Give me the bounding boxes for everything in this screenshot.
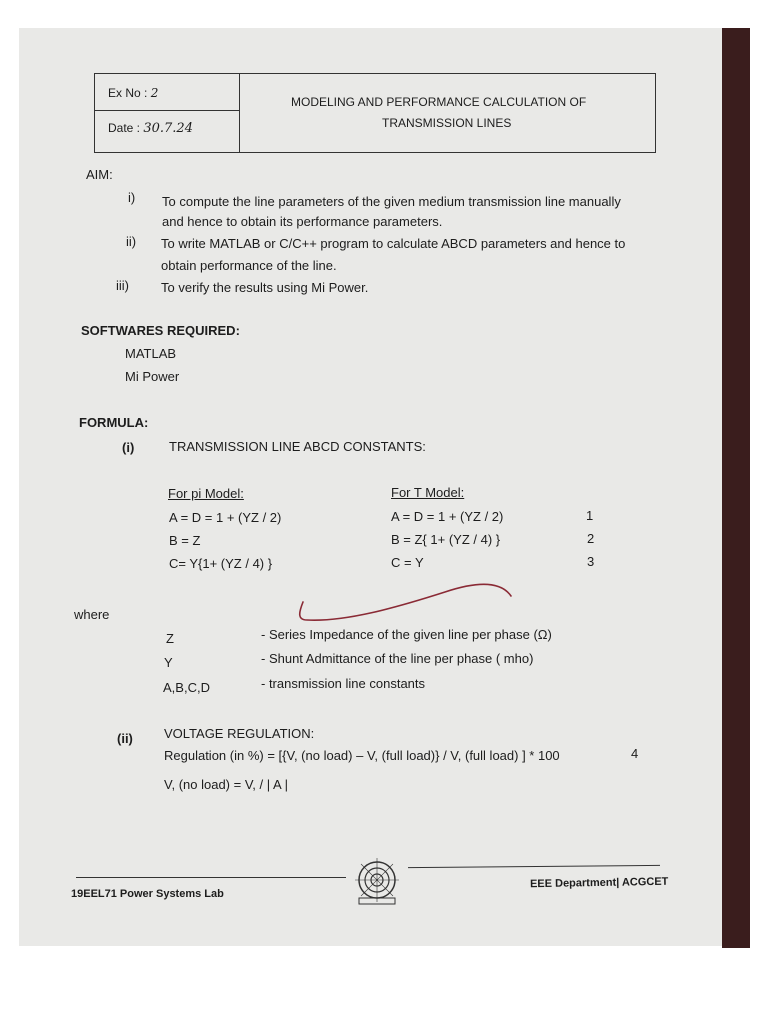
aim-item-3-line-1: To verify the results using Mi Power.	[161, 280, 369, 295]
date-field	[108, 121, 193, 136]
aim-item-2-line-2: obtain performance of the line.	[161, 258, 337, 273]
footer-department-label: EEE Department| ACGCET	[529, 875, 669, 891]
college-emblem-icon	[348, 852, 406, 910]
where-label: where	[74, 607, 110, 622]
pi-eq-2: B = Z	[169, 533, 201, 548]
pi-eq-1: A = D = 1 + (YZ / 2)	[169, 510, 282, 525]
software-item-matlab: MATLAB	[125, 346, 177, 361]
footer-course-label: 19EEL71 Power Systems Lab	[71, 888, 224, 900]
regulation-equation: Regulation (in %) = [{V, (no load) – V, (full load)} / V, (full load) ] * 100	[164, 748, 560, 763]
formula-part-2-num: (ii)	[117, 731, 133, 746]
header-divider-vertical	[239, 74, 240, 152]
formula-heading: FORMULA:	[79, 415, 149, 430]
date-value: 30.7.24	[143, 121, 193, 136]
t-eq-3: C = Y	[391, 555, 424, 570]
t-model-heading: For T Model:	[391, 485, 465, 500]
aim-item-1-line-2: and hence to obtain its performance parameters.	[162, 214, 443, 229]
receiving-voltage-equation: V, (no load) = V, / | A |	[164, 777, 288, 792]
eq-num-3: 3	[587, 554, 595, 569]
t-eq-2: B = Z{ 1+ (YZ / 4) }	[391, 532, 501, 547]
t-eq-1: A = D = 1 + (YZ / 2)	[391, 509, 504, 524]
aim-item-3-num: iii)	[116, 278, 129, 293]
eq-num-2: 2	[587, 531, 595, 546]
title-line-1: MODELING AND PERFORMANCE CALCULATION OF	[291, 95, 587, 109]
pi-eq-3: C= Y{1+ (YZ / 4) }	[169, 556, 273, 571]
software-item-mipower: Mi Power	[125, 369, 180, 384]
def-symbol-y: Y	[164, 655, 173, 670]
pi-model-heading: For pi Model:	[168, 486, 244, 501]
header-table	[94, 73, 656, 153]
def-desc-abcd: - transmission line constants	[261, 676, 426, 691]
def-symbol-abcd: A,B,C,D	[163, 680, 210, 695]
document-page	[19, 28, 722, 946]
formula-part-2-title: VOLTAGE REGULATION:	[164, 726, 315, 741]
aim-item-2-num: ii)	[126, 234, 137, 249]
binder-edge	[722, 28, 750, 948]
aim-heading: AIM:	[86, 167, 113, 182]
formula-part-1-num: (i)	[122, 440, 135, 455]
aim-item-1-line-1: To compute the line parameters of the given medium transmission line manually	[162, 194, 621, 209]
handwritten-tick-mark	[295, 570, 520, 630]
header-divider-horizontal	[95, 110, 239, 111]
def-desc-y: - Shunt Admittance of the line per phase ( mho)	[261, 651, 534, 666]
aim-item-1-num: i)	[128, 190, 136, 205]
def-symbol-z: Z	[166, 631, 174, 646]
date-label: Date :	[108, 121, 141, 135]
footer-rule-left	[76, 877, 346, 878]
formula-part-1-title: TRANSMISSION LINE ABCD CONSTANTS:	[169, 439, 426, 454]
software-heading: SOFTWARES REQUIRED:	[81, 323, 240, 338]
def-desc-z: - Series Impedance of the given line per phase (Ω)	[261, 627, 552, 642]
eq-num-4: 4	[631, 746, 639, 761]
eq-num-1: 1	[586, 508, 594, 523]
ex-no-label: Ex No :	[108, 86, 148, 100]
title-line-2: TRANSMISSION LINES	[382, 116, 512, 130]
aim-item-2-line-1: To write MATLAB or C/C++ program to calculate ABCD parameters and hence to	[161, 236, 626, 251]
ex-no-value: 2	[150, 86, 159, 100]
ex-no-field	[108, 86, 158, 100]
